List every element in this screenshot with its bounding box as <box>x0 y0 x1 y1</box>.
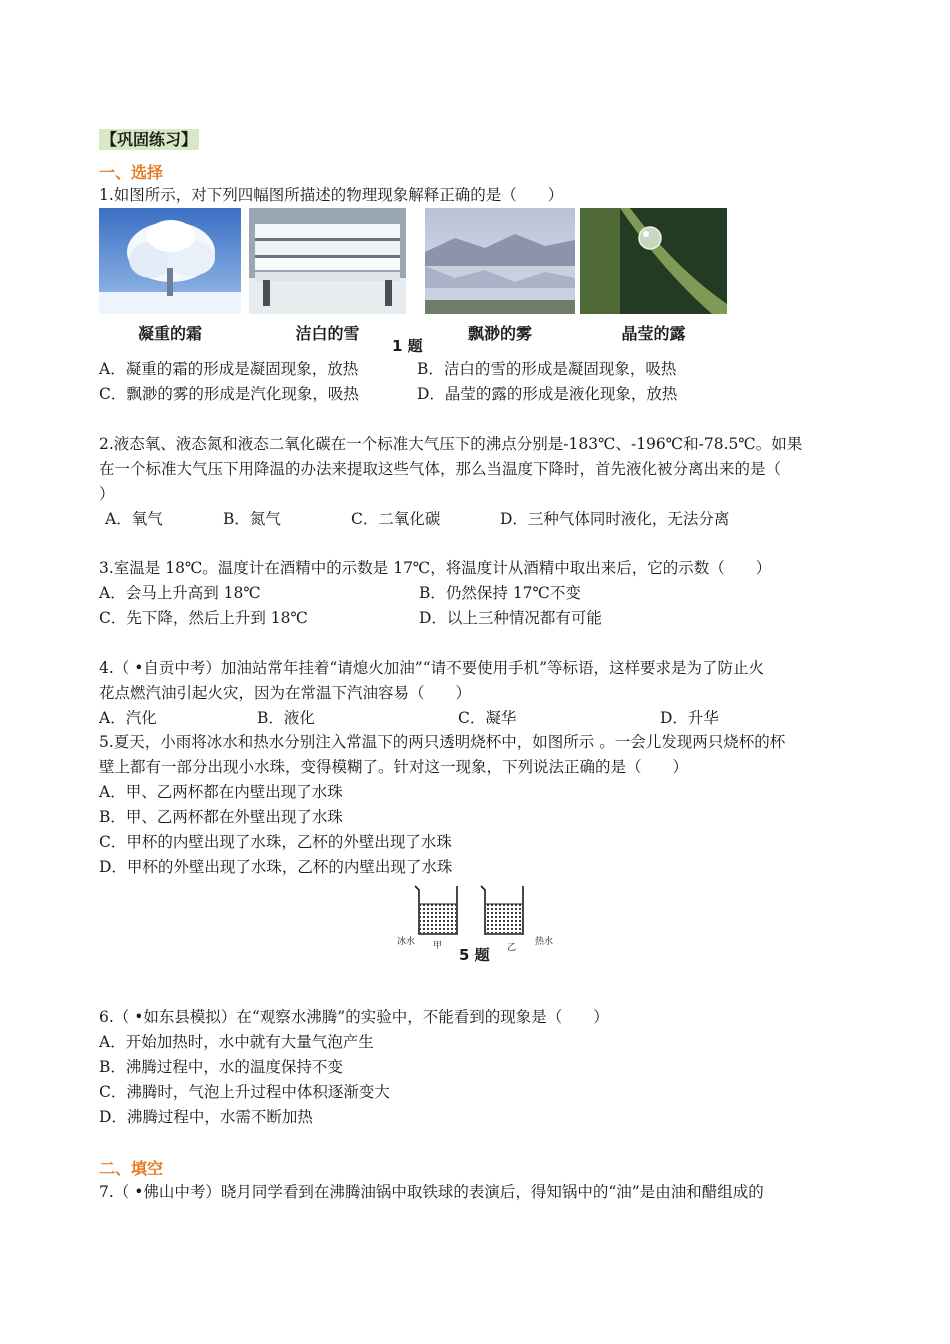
q5-option-a: A．甲、乙两杯都在内壁出现了水珠 <box>99 783 343 801</box>
q4-option-d: D．升华 <box>660 709 719 727</box>
q5-option-c: C．甲杯的内壁出现了水珠，乙杯的外壁出现了水珠 <box>99 833 452 851</box>
hot-water-label: 热水 <box>535 937 554 947</box>
snow-photo <box>249 208 406 314</box>
q3-option-c: C．先下降，然后上升到 18℃ <box>99 609 308 627</box>
q5-figure-label: 5 题 <box>459 946 490 964</box>
dew-caption: 晶莹的露 <box>621 324 686 343</box>
q2-option-a: A．氧气 <box>105 510 163 528</box>
fog-photo <box>425 208 575 314</box>
q7-line1: 7.（ •佛山中考）晓月同学看到在沸腾油锅中取铁球的表演后，得知锅中的“油”是由油和醋组成的 <box>99 1183 764 1201</box>
part1-heading: 一、选择 <box>99 163 164 182</box>
cup-jia-label: 甲 <box>433 941 443 951</box>
q4-option-b: B．液化 <box>257 709 315 727</box>
q5-option-d: D．甲杯的外壁出现了水珠，乙杯的内壁出现了水珠 <box>99 858 453 876</box>
section-title: 【巩固练习】 <box>101 130 198 149</box>
q5-line1: 5.夏天，小雨将冰水和热水分别注入常温下的两只透明烧杯中，如图所示 。一会儿发现两只烧杯的杯 <box>99 733 786 751</box>
snow-caption: 洁白的雪 <box>295 324 360 343</box>
cup-yi-label: 乙 <box>507 943 517 953</box>
frost-caption: 凝重的霜 <box>137 324 202 343</box>
q5-line2: 壁上都有一部分出现小水珠，变得模糊了。针对这一现象，下列说法正确的是（ ） <box>99 758 689 776</box>
q1-option-d: D．晶莹的露的形成是液化现象，放热 <box>417 385 678 403</box>
q4-line2: 花点燃汽油引起火灾，因为在常温下汽油容易（ ） <box>99 684 472 702</box>
q4-line1: 4.（ •自贡中考）加油站常年挂着“请熄火加油”“请不要使用手机”等标语，这样要求是为了防止火 <box>99 659 765 677</box>
q1-option-c: C．飘渺的雾的形成是汽化现象，吸热 <box>99 385 359 403</box>
q3-option-b: B．仍然保持 17℃不变 <box>419 584 581 602</box>
fog-caption: 飘渺的雾 <box>467 324 532 343</box>
q4-option-a: A．汽化 <box>99 709 157 727</box>
q1-option-b: B．洁白的雪的形成是凝固现象，吸热 <box>417 360 677 378</box>
q2-line2: 在一个标准大气压下用降温的办法来提取这些气体，那么当温度下降时，首先液化被分离出来的是（ <box>99 460 782 478</box>
q3-option-a: A．会马上升高到 18℃ <box>99 584 261 602</box>
q4-option-c: C．凝华 <box>458 709 517 727</box>
q6-option-a: A．开始加热时，水中就有大量气泡产生 <box>99 1033 374 1051</box>
q2-line3: ） <box>99 485 115 503</box>
q1-stem: 1.如图所示，对下列四幅图所描述的物理现象解释正确的是（ ） <box>99 186 564 204</box>
q6-option-d: D．沸腾过程中，水需不断加热 <box>99 1108 313 1126</box>
q1-option-a: A．凝重的霜的形成是凝固现象，放热 <box>99 360 359 378</box>
q3-option-d: D．以上三种情况都有可能 <box>419 609 602 627</box>
q5-option-b: B．甲、乙两杯都在外壁出现了水珠 <box>99 808 343 826</box>
q2-line1: 2.液态氧、液态氮和液态二氧化碳在一个标准大气压下的沸点分别是-183℃、-196℃和-78.5℃。如果 <box>99 435 803 453</box>
q2-option-b: B．氮气 <box>223 510 281 528</box>
q3-stem: 3.室温是 18℃。温度计在酒精中的示数是 17℃，将温度计从酒精中取出来后，它的示数（ ） <box>99 559 772 577</box>
beaker-figure <box>395 880 560 966</box>
q6-option-c: C．沸腾时，气泡上升过程中体积逐渐变大 <box>99 1083 390 1101</box>
frost-photo <box>99 208 241 314</box>
q1-figure-label: 1 题 <box>392 337 423 355</box>
q2-option-c: C．二氧化碳 <box>351 510 441 528</box>
ice-water-label: 冰水 <box>397 937 416 947</box>
q2-option-d: D．三种气体同时液化，无法分离 <box>500 510 730 528</box>
dew-photo <box>580 208 727 314</box>
q6-stem: 6.（ •如东县模拟）在“观察水沸腾”的实验中，不能看到的现象是（ ） <box>99 1008 609 1026</box>
q6-option-b: B．沸腾过程中，水的温度保持不变 <box>99 1058 343 1076</box>
part2-heading: 二、填空 <box>99 1159 164 1178</box>
